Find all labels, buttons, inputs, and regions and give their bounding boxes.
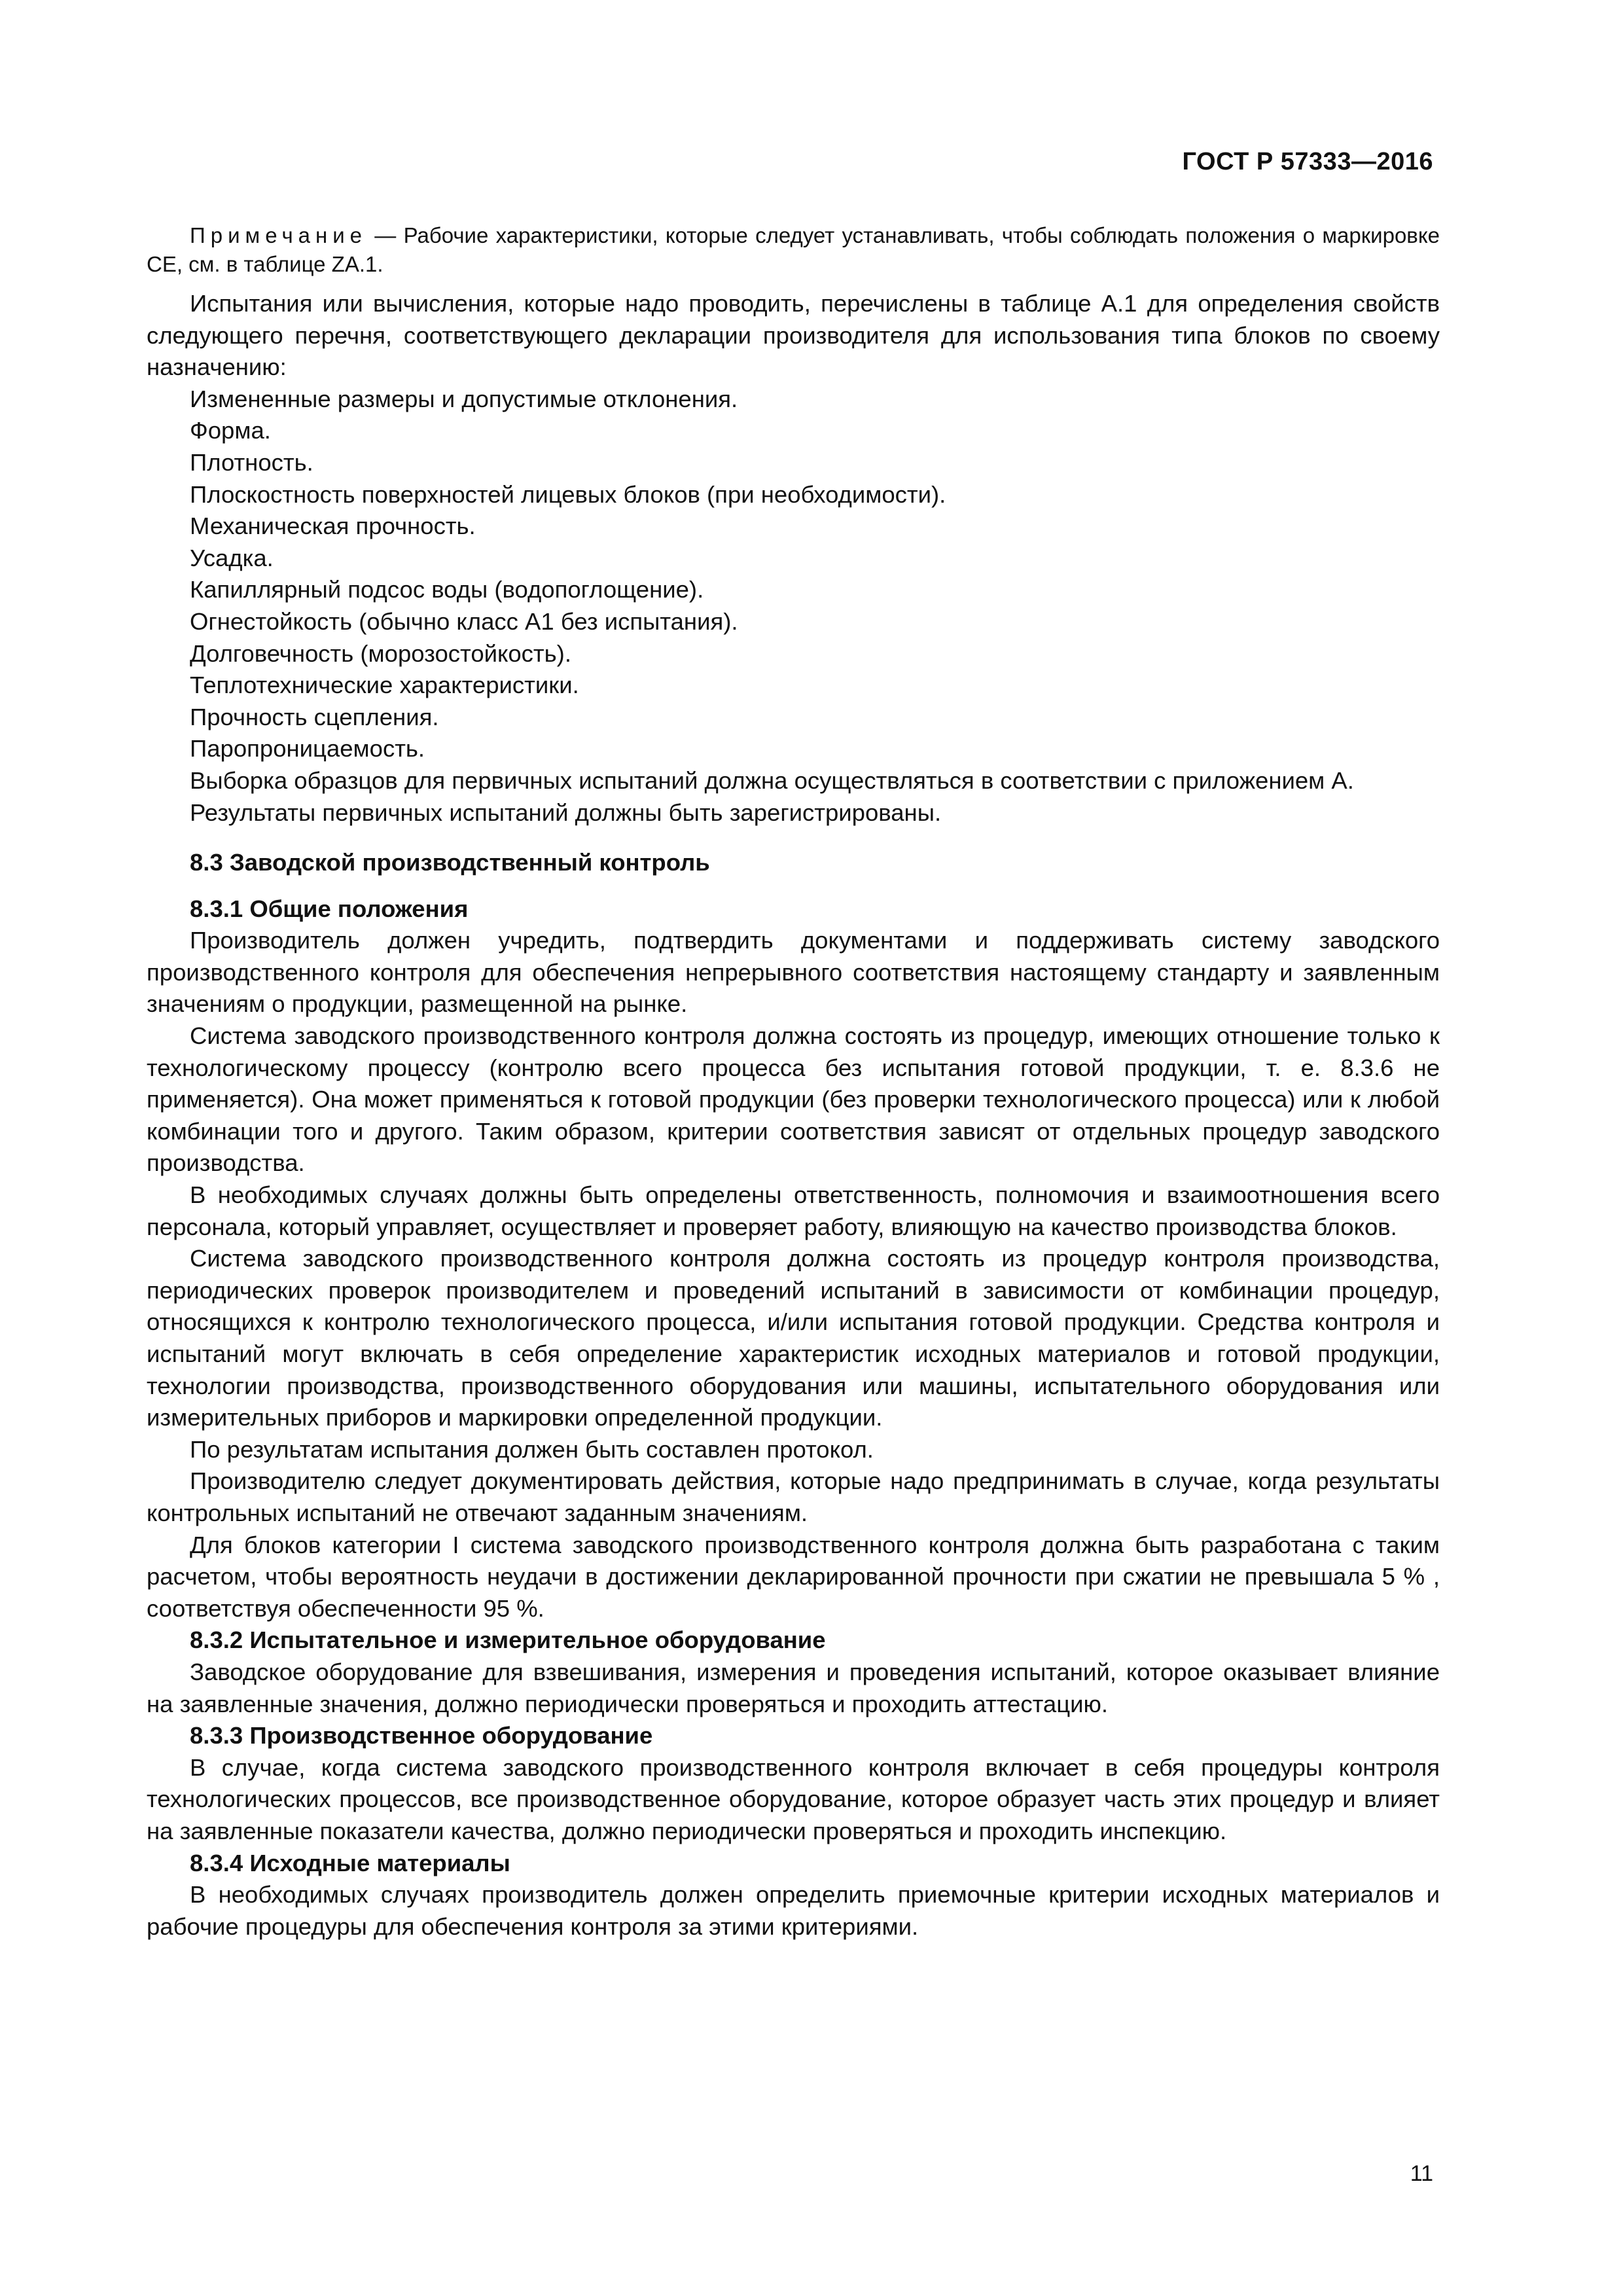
property-item: Измененные размеры и допустимые отклонения. [190,385,738,412]
note-label: Примечание [190,223,368,247]
results-paragraph: Результаты первичных испытаний должны быть зарегистрированы. [190,798,942,826]
paragraph: Производителю следует документировать действия, которые надо предпринимать в случае, когда результаты контрольных испытаний не отвечают заданным значениям. [147,1467,1440,1526]
page-number: 11 [1410,2161,1433,2186]
property-item: Прочность сцепления. [190,703,439,730]
paragraph: По результатам испытания должен быть составлен протокол. [190,1435,874,1463]
section-heading-8-3-3: 8.3.3 Производственное оборудование [190,1722,653,1749]
paragraph: Система заводского производственного контроля должна состоять из процедур контроля производства, периодических проверок производителем и проведений испытаний в зависимости от комбинации процедур, относящихся к контролю технологического процесса, и/или испытания готовой продукции. Средства контроля и испытаний могут включать в себя определение характеристик исходных материалов и готовой продукции, технологии производства, производственного оборудования или машины, испытательного оборудования или измерительных приборов и маркировки определенной продукции. [147,1245,1440,1431]
paragraph: В необходимых случаях производитель должен определить приемочные критерии исходных материалов и рабочие процедуры для обеспечения контроля за этими критериями. [147,1881,1440,1940]
note-paragraph [147,221,1440,279]
paragraph: Заводское оборудование для взвешивания, измерения и проведения испытаний, которое оказывает влияние на заявленные значения, должно периодически проверяться и проходить аттестацию. [147,1658,1440,1717]
section-heading-8-3-2: 8.3.2 Испытательное и измерительное оборудование [190,1626,826,1654]
property-item: Теплотехнические характеристики. [190,672,579,699]
property-item: Плотность. [190,448,313,476]
note-text: — Рабочие характеристики, которые следует устанавливать, чтобы соблюдать положения о маркировке CE, см. в таблице ZA.1. [147,223,1440,276]
property-item: Плоскостность поверхностей лицевых блоков (при необходимости). [190,480,946,508]
paragraph: Система заводского производственного контроля должна состоять из процедур, имеющих отношение только к технологическому процессу (контролю всего процесса без испытания готовой продукции, т. е. 8.3.6 не применяется). Она может применяться к готовой продукции (без проверки технологического процесса) или к любой комбинации того и другого. Таким образом, критерии соответствия зависят от отдельных процедур заводского производства. [147,1022,1440,1177]
paragraph: Для блоков категории I система заводского производственного контроля должна быть разработана с таким расчетом, чтобы вероятность неудачи в достижении декларированной прочности при сжатии не превышала 5 % , соответствуя обеспеченности 95 %. [147,1531,1440,1622]
intro-paragraph: Испытания или вычисления, которые надо проводить, перечислены в таблице А.1 для определения свойств следующего перечня, соответствующего декларации производителя для использования типа блоков по своему назначению: [147,290,1440,381]
section-heading-8-3-1: 8.3.1 Общие положения [190,895,469,922]
paragraph: Производитель должен учредить, подтвердить документами и поддерживать систему заводского производственного контроля для обеспечения непрерывного соответствия настоящему стандарту и заявленным значениям о продукции, размещенной на рынке. [147,927,1440,1018]
section-heading-8-3: 8.3 Заводской производственный контроль [190,849,710,876]
property-item: Форма. [190,417,271,444]
property-item: Усадка. [190,544,274,571]
property-item: Паропроницаемость. [190,735,425,762]
property-item: Капиллярный подсос воды (водопоглощение). [190,576,704,603]
paragraph: В необходимых случаях должны быть определены ответственность, полномочия и взаимоотношения всего персонала, который управляет, осуществляет и проверяет работу, влияющую на качество производства блоков. [147,1181,1440,1240]
property-item: Долговечность (морозостойкость). [190,639,571,667]
paragraph: В случае, когда система заводского производственного контроля включает в себя процедуры контроля технологических процессов, все производственное оборудование, которое образует часть этих процедур и влияет на заявленные показатели качества, должно периодически проверяться и проходить инспекцию. [147,1753,1440,1844]
section-heading-8-3-4: 8.3.4 Исходные материалы [190,1849,510,1876]
document-body [147,221,1440,1943]
document-id-header: ГОСТ Р 57333—2016 [1182,148,1433,175]
property-item: Огнестойкость (обычно класс А1 без испытания). [190,607,738,635]
sampling-paragraph: Выборка образцов для первичных испытаний должна осуществляться в соответствии с приложением А. [190,766,1354,794]
property-item: Механическая прочность. [190,512,476,540]
